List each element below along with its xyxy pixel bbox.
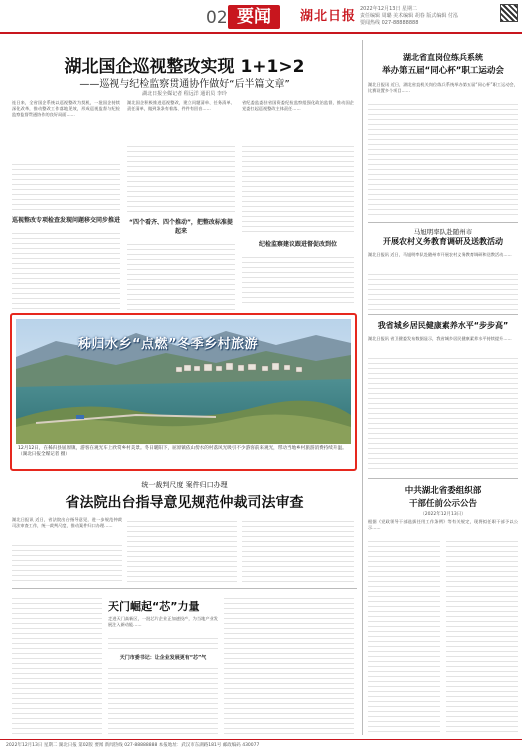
text-block [108,664,218,736]
notice-title-line2: 干部任前公示公告 [408,499,477,509]
text-block [224,594,354,736]
text-block [127,240,235,312]
page-footer: 2022年12月13日 星期二 湖北日报 第02版 要闻 新闻热线 027-88888888 本报地址：武汉市东湖路181号 邮政编码 430077 [0,739,522,751]
middle-headline: 省法院出台指导意见规范仲裁司法审查 [65,495,304,511]
right-mid-snippet: 湖北日报讯 近日，马旭明率队赴随州市开展农村义务教育调研和送教活动…… [368,252,512,257]
lead-snippet-right: 省纪委监委驻省国资委纪检监察组强化政治监督，推动国企党委扛起巡视整改主体责任…… [242,100,354,111]
lead-body-col-3 [242,100,354,308]
divider [368,314,518,315]
page-number: 02 [206,8,228,28]
middle-kicker: 统一裁判尺度 案件归口办理 [141,481,228,489]
middle-snippet: 湖北日报讯 近日，省法院出台指导意见，进一步规范仲裁司法审查工作，统一裁判尺度，推动案件归口办理…… [12,517,122,528]
photo-feature[interactable] [10,313,357,471]
section-badge: 要闻 [228,5,280,29]
text-block [12,541,122,583]
text-block [242,142,354,234]
village-lake-photo [16,319,351,444]
lead-subtitle: ——巡视与纪检监察贯通协作做好“后半篇文章” [79,79,290,90]
notice-date: （2022年12月13日） [420,512,466,517]
divider [12,588,357,589]
divider [368,478,518,479]
text-block [368,537,440,735]
meta-date: 2022年12月13日 星期二 [360,6,418,12]
masthead [0,0,522,34]
lead-body-col-1 [12,100,120,308]
text-block [446,537,518,735]
text-block [368,100,518,218]
lead-subhead-1: 巡视整改专项检查发现问题移交同步推进 [12,217,121,224]
lead-subhead-2: 纪检监察建议跟进督促改到位 [258,241,337,248]
masthead-meta [360,6,520,27]
lead-body-col-2 [127,100,235,308]
photo-headline: 秭归水乡“点燃”冬季乡村旅游 [78,337,259,352]
text-block [242,517,354,583]
bottom-headline: 天门崛起“芯”力量 [108,600,200,613]
text-block [12,160,120,210]
text-block [127,142,235,212]
meta-hotline: 要闻热线 027-88888888 [360,20,419,26]
column-divider [362,40,363,735]
bottom-left-text [12,594,102,736]
meta-editors: 责任编辑 周璐 美术编辑 胡春 版式编辑 付泓 [360,13,458,19]
right-top-kicker: 湖北省直岗位练兵系统 [403,53,483,62]
lead-subhead-3: “四个看齐、四个推动”，把整改标准提起来 [129,219,233,235]
right-top-snippet: 湖北日报讯 近日，湖北省直机关岗位练兵系统举办第五届“同心杯”职工运动会，比赛设置多个项目…… [368,82,518,93]
lead-snippet-left: 连日来，全省国企系统以巡视整改为契机，一批国企持续深化改革，推动整改工作落地见效，形成巡视监督与纪检监察监督贯通协作的良好局面…… [12,100,120,117]
bottom-subhead: 天门市委书记：让企业发展更有“芯”气 [119,655,207,661]
qr-code-icon [500,4,518,22]
photo-caption: 12月12日，在秭归县屈原镇，游客在观光车上欣赏乡村美景。冬日暖阳下，屈原镇依山傍水的村落风光吸引不少游客前来观光，带动当地乡村旅游消费持续升温。（湖北日报全媒记者 摄） [18,446,347,457]
bottom-snippet: 走进天门高新区，一批芯片企业正加速投产，为当地产业发展注入新动能…… [108,616,218,627]
text-block [242,253,354,303]
right-low-headline: 我省城乡居民健康素养水平“步步高” [377,321,509,330]
divider [368,222,518,223]
notice-title-line1: 中共湖北省委组织部 [404,486,482,496]
text-block [12,229,120,311]
text-block [127,517,237,583]
lead-byline: 湖北日报全媒记者 程远洋 通讯员 李玲 [142,91,227,97]
text-block [368,270,518,310]
text-block [368,354,518,472]
right-mid-headline: 开展农村义务教育调研及送教活动 [383,237,503,246]
text-block [108,634,218,650]
notice-snippet: 根据《党政领导干部选拔任用工作条例》等有关规定，现将拟任职干部予以公示…… [368,519,518,530]
paper-logo: 湖北日报 [300,9,357,24]
lead-snippet-mid: 湖北国企积极推进巡视整改，建立问题清单、任务清单、责任清单，做到条条有着落、件件有回音…… [127,100,235,111]
right-mid-kicker: 马旭明率队赴随州市 [413,228,473,236]
right-top-headline: 举办第五届“同心杯”职工运动会 [382,66,504,76]
lead-headline: 湖北国企巡视整改实现 1+1>2 [64,57,305,77]
right-low-snippet: 湖北日报讯 省卫健委发布数据显示，我省城乡居民健康素养水平持续提升…… [368,336,512,341]
